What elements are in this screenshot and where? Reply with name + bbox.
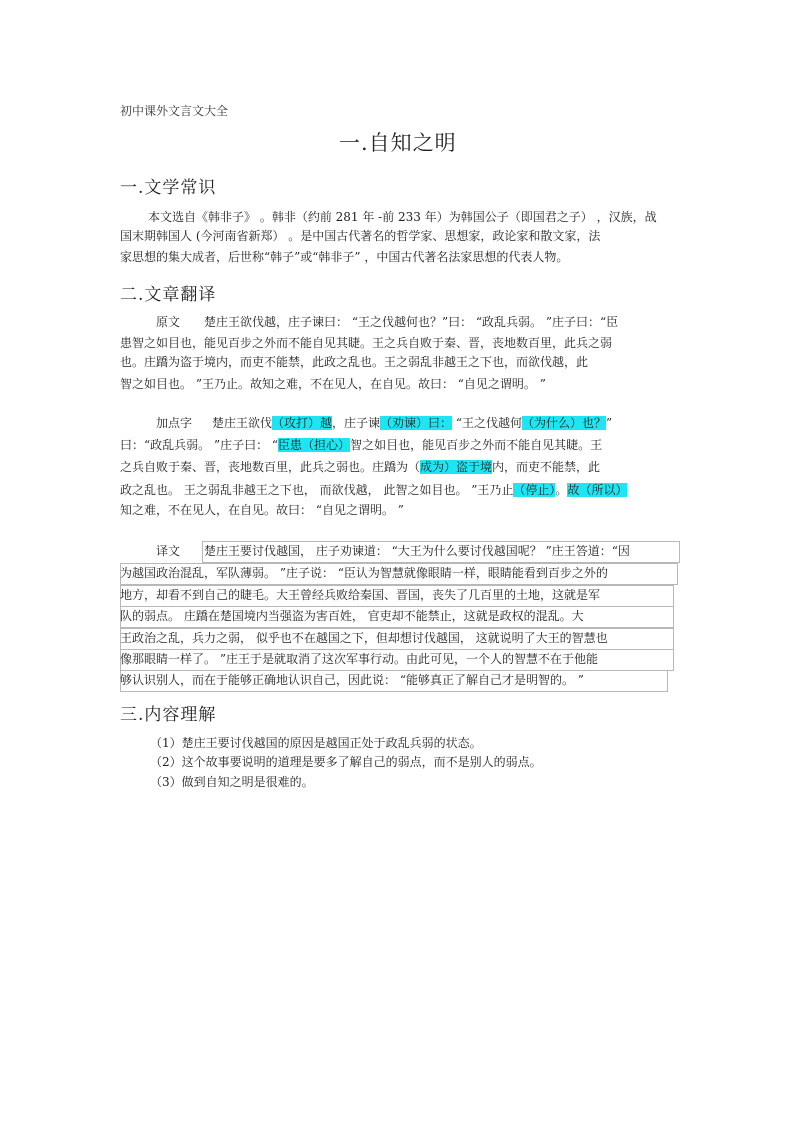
translation-line: 够认识别人，而在于能够正确地认识自己，因此说： “能够真正了解自己才是明智的。 ” xyxy=(120,673,584,687)
list-item: （3）做到自知之明是很难的。 xyxy=(150,775,314,789)
annotated-line xyxy=(212,413,612,433)
translation-line: 像那眼睛一样了。 ”庄王于是就取消了这次军事行动。由此可见，一个人的智慧不在于他能 xyxy=(120,652,598,666)
section-heading-translation: 二.文章翻译 xyxy=(120,285,217,305)
paragraph-line: 家思想的集大成者，后世称“韩子”或“韩非子” ，中国古代著名法家思想的代表人物。 xyxy=(120,250,569,264)
annotated-label: 加点字 xyxy=(156,416,193,430)
annotated-line: 知之难，不在见人，在自见。故曰： “自见之谓明。 ” xyxy=(120,503,404,517)
original-line: 楚庄王欲伐越，庄子谏曰： “王之伐越何也？”曰： “政乱兵弱。 ”庄子曰：“臣 xyxy=(204,315,619,329)
paragraph-line: 国末期韩国人 (今河南省新郑） 。是中国古代著名的哲学家、思想家，政论家和散文家，法 xyxy=(120,229,601,243)
annotated-highlight: 臣患（担心） xyxy=(278,438,351,452)
document-header: 初中课外文言文大全 xyxy=(120,104,229,118)
annotated-line xyxy=(120,480,627,500)
translation-line: 为越国政治混乱，军队薄弱。 ”庄子说： “臣认为智慧就像眼睛一样，眼睛能看到百步之外的 xyxy=(120,566,608,580)
annotated-highlight: （攻打）越 xyxy=(272,416,333,430)
annotated-text: 内，而吏不能禁，此 xyxy=(492,460,601,474)
annotated-text: 曰：“政乱兵弱。 ”庄子曰： “ xyxy=(120,438,279,452)
original-line: 智之如目也。 ”王乃止。故知之难，不在见人，在自见。故曰： “自见之谓明。 ” xyxy=(120,377,546,391)
annotated-text: 之兵自败于秦、晋，丧地数百里，此兵之弱也。庄蹻为（ xyxy=(120,460,421,474)
list-item: （1）楚庄王要讨伐越国的原因是越国正处于政乱兵弱的状态。 xyxy=(150,736,482,750)
annotated-line xyxy=(120,457,600,477)
annotated-text: 政之乱也。 王之弱乱非越王之下也， 而欲伐越， 此智之如目也。 ”王乃止 xyxy=(120,483,514,497)
annotated-text: ” xyxy=(606,416,613,430)
translation-line: 队的弱点。 庄蹻在楚国境内当强盗为害百姓， 官吏却不能禁止，这就是政权的混乱。大 xyxy=(120,609,584,623)
original-line: 也。庄蹻为盗于境内，而吏不能禁，此政之乱也。王之弱乱非越王之下也，而欲伐越，此 xyxy=(120,355,589,369)
annotated-text: 楚庄王欲伐 xyxy=(212,416,273,430)
annotated-text: 。 xyxy=(555,483,568,497)
original-line: 患智之如目也，能见百步之外而不能自见其睫。王之兵自败于秦、晋，丧地数百里，此兵之弱 xyxy=(120,336,613,350)
annotated-highlight: 成为）盗于境 xyxy=(420,460,493,474)
list-item: （2）这个故事要说明的道理是要多了解自己的弱点，而不是别人的弱点。 xyxy=(150,755,542,769)
annotated-text: “王之伐越何 xyxy=(452,416,523,430)
annotated-highlight: （为什么）也？ xyxy=(522,416,607,430)
translation-line: 楚庄王要讨伐越国， 庄子劝谏道： “大王为什么要讨伐越国呢？ ”庄王答道：“因 xyxy=(204,544,630,558)
translation-label: 译文 xyxy=(156,544,181,558)
annotated-highlight: （劝谏）曰： xyxy=(380,416,453,430)
translation-line: 地方，却看不到自己的睫毛。大王曾经兵败给秦国、晋国，丧失了几百里的土地，这就是军 xyxy=(120,588,601,602)
annotated-highlight: 故（所以） xyxy=(567,483,628,497)
annotated-text: 智之如目也，能见百步之外而不能自见其睫。王 xyxy=(350,438,603,452)
original-label: 原文 xyxy=(156,315,181,329)
section-heading-understanding: 三.内容理解 xyxy=(120,705,217,725)
annotated-line xyxy=(120,435,602,455)
annotated-text: ，庄子谏 xyxy=(332,416,381,430)
page-title: 一.自知之明 xyxy=(339,131,457,155)
section-heading-literary-knowledge: 一.文学常识 xyxy=(120,178,217,198)
translation-line: 王政治之乱，兵力之弱， 似乎也不在越国之下，但却想讨伐越国， 这就说明了大王的智慧也 xyxy=(120,631,608,645)
paragraph-line: 本文选自《韩非子》 。韩非（约前 281 年 -前 233 年）为韩国公子（即国君之子） ，汉族，战 xyxy=(148,210,657,224)
annotated-highlight: （停止） xyxy=(513,483,556,497)
